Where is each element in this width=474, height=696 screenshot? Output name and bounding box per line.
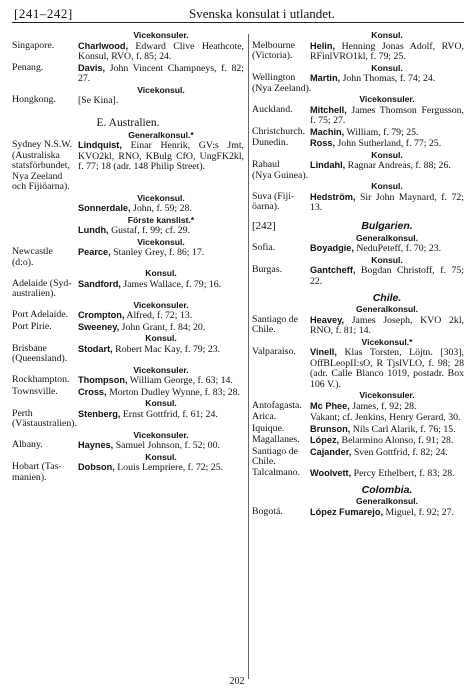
rank-heading: Vicekonsuler.: [133, 364, 189, 375]
consul-name: Sandford,: [78, 278, 121, 289]
consul-info: Miguel, f. 92; 27.: [385, 506, 455, 518]
consul-details: [310, 347, 464, 390]
rank-heading: Konsul.: [371, 62, 403, 73]
consulate-entry: [252, 41, 464, 63]
consul-details: [78, 462, 244, 474]
rank-heading: Generalkonsul.: [355, 304, 419, 314]
consul-details: [310, 507, 464, 519]
place-name: Magallanes.: [252, 434, 300, 445]
page-number: 202: [229, 676, 245, 687]
consul-name: López,: [310, 435, 340, 445]
consul-details: [78, 344, 244, 356]
consul-info: Louis Lempriere, f. 72; 25.: [117, 462, 224, 473]
consul-info: Percy Ethelbert, f. 83; 28.: [353, 467, 455, 479]
consul-name: Thompson,: [78, 375, 128, 385]
consul-name: Stodart,: [78, 343, 113, 354]
consul-details: [310, 424, 464, 436]
rank-heading: Konsul.: [371, 149, 403, 160]
consul-info: James, f. 92; 28.: [352, 400, 417, 412]
consulate-entry: [12, 140, 244, 193]
consul-name: López Fumarejo,: [310, 506, 383, 517]
consul-name: Lindahl,: [310, 160, 346, 170]
place-name: Port Adelaide.: [12, 309, 69, 320]
consul-details: [310, 127, 464, 139]
consul-details: [310, 265, 464, 287]
rank-heading: Generalkonsul.: [355, 496, 419, 506]
consul-details: [78, 41, 244, 63]
consul-details: [310, 192, 464, 214]
consul-name: Haynes,: [78, 440, 114, 450]
consul-details: [310, 73, 464, 85]
consul-info: William George, f. 63; 14.: [129, 375, 233, 386]
rank-heading: Vicekonsul.*: [361, 336, 413, 347]
place-name: Rockhampton.: [12, 374, 70, 385]
consulate-entry: [12, 310, 244, 322]
consul-name: Mc Phee,: [310, 400, 350, 411]
consul-details: [310, 468, 464, 480]
consul-info: Robert Mac Kay, f. 79; 23.: [115, 343, 221, 355]
consul-info: Klas Torsten, Löjtn. [303], OffBLeopII:sO, R TjslVLO, f. 98; 28 (adr. Calle Blanco 1019, postadr. Box 106 V.).: [310, 347, 464, 390]
rank-heading: Konsul.: [371, 181, 403, 191]
rank-heading: Vicekonsul.: [137, 84, 185, 95]
rank-heading: Förste kanslist.*: [127, 214, 195, 225]
consul-details: [78, 203, 244, 215]
consulate-entry: [12, 225, 244, 237]
consul-details: [310, 105, 464, 127]
consulate-entry: [252, 73, 464, 94]
consulate-entry: [252, 192, 464, 214]
place-name: Port Pirie.: [12, 320, 52, 332]
place-name: Perth (Västaustralien).: [12, 407, 78, 429]
consul-name: Sonnerdale,: [78, 203, 131, 213]
consul-info: John, f. 59; 28.: [133, 203, 192, 214]
consul-details: [78, 375, 244, 387]
consul-details: [310, 401, 464, 413]
consul-details: [78, 310, 244, 322]
consul-details: [78, 322, 244, 334]
rank-heading: Konsul.: [371, 254, 403, 265]
consul-info: James Wallace, f. 79; 16.: [123, 278, 222, 290]
page-header: [14, 6, 460, 22]
consulate-entry: [12, 387, 244, 399]
consul-info: Sir John Maynard, f. 72; 13.: [310, 191, 464, 213]
country-heading: Colombia.: [361, 484, 413, 496]
consul-name: Machin,: [310, 126, 345, 137]
consulate-entry: [252, 435, 464, 447]
consul-name: Heavey,: [310, 314, 345, 325]
consulate-entry: [12, 344, 244, 365]
consul-name: Helin,: [310, 40, 336, 51]
consulate-entry: [12, 247, 244, 268]
consul-info: John Vincent Champneys, f. 82; 27.: [78, 62, 244, 84]
consulate-entry: [12, 440, 244, 452]
place-name: Talcalmano.: [252, 466, 301, 478]
country-heading: Bulgarien.: [361, 219, 413, 232]
consul-info: Belarmino Alonso, f. 91; 28.: [341, 435, 454, 446]
consul-name: Crompton,: [78, 310, 125, 320]
consul-name: Davis,: [78, 62, 106, 73]
consulate-entry: [252, 347, 464, 390]
place-name: Santiago de Chile.: [252, 445, 298, 467]
consul-details: [78, 95, 244, 107]
consul-info: John Thomas, f. 74; 24.: [342, 73, 436, 84]
column-divider: [248, 34, 249, 679]
place-name: Albany.: [12, 439, 43, 450]
consul-details: [310, 435, 464, 447]
section-heading: E. Australien.: [96, 116, 160, 129]
consul-details: [310, 41, 464, 63]
consul-name: Cross,: [78, 386, 107, 397]
place-name: Sydney N.S.W. (Australiska statsförbundet, Nya Zeeland och Fijiöarna).: [12, 139, 73, 192]
consulate-entry: [12, 375, 244, 387]
rank-heading: Vicekonsul.: [137, 192, 185, 203]
page-range: [241–242]: [14, 6, 73, 21]
rank-heading: Konsul.: [145, 268, 177, 278]
consul-details: [78, 140, 244, 173]
consul-info: Morton Dudley Wynne, f. 83; 28.: [109, 386, 240, 398]
consul-details: [78, 440, 244, 452]
consul-name: Stenberg,: [78, 408, 121, 419]
consul-name: Charlwood,: [78, 40, 129, 51]
consul-details: [310, 243, 464, 255]
consul-name: Vinell,: [310, 347, 337, 357]
place-name: Antofagasta.: [252, 399, 302, 411]
consulate-entry: [252, 507, 464, 519]
consul-info: John Grant, f. 84; 20.: [121, 321, 206, 333]
consul-info: Vakant; cf. Jenkins, Henry Gerard, 30.: [310, 412, 461, 423]
consulate-entry: [252, 401, 464, 413]
place-name: Arica.: [252, 411, 277, 422]
consul-name: Martin,: [310, 73, 341, 83]
consul-name: Sweeney,: [78, 321, 120, 332]
consul-info: Ernst Gottfrid, f. 61; 24.: [122, 408, 218, 420]
consul-info: Stanley Grey, f. 86; 17.: [113, 247, 205, 258]
consul-info: Samuel Johnson, f. 52; 00.: [115, 440, 220, 451]
consulate-entry: [12, 279, 244, 300]
consul-details: [310, 138, 464, 150]
rank-heading: Konsul.: [145, 333, 177, 343]
consulate-entry: [12, 95, 244, 107]
place-name: Iquique.: [252, 422, 285, 434]
consulate-entry: [252, 138, 464, 150]
consul-name: Cajander,: [310, 446, 352, 457]
consulate-entry: [252, 412, 464, 424]
consul-details: [78, 247, 244, 259]
header-rule: [12, 22, 464, 23]
consulate-entry: [252, 243, 464, 255]
place-name: Christchurch.: [252, 125, 306, 137]
consul-name: Boyadgie,: [310, 243, 354, 253]
consulate-entry: [12, 63, 244, 85]
place-name: Sofia.: [252, 242, 276, 253]
consulate-entry: [12, 462, 244, 483]
consul-info: Ragnar Andreas, f. 88; 26.: [347, 160, 451, 171]
consul-details: [310, 412, 464, 424]
place-name: Bogotá.: [252, 505, 283, 517]
consulate-entry: [12, 41, 244, 63]
page-marker-row: [252, 219, 464, 233]
place-name: Penang.: [12, 61, 44, 73]
consul-details: [78, 279, 244, 291]
consul-details: [78, 63, 244, 85]
page-title: Svenska konsulat i utlandet.: [189, 6, 335, 21]
consul-details: [78, 409, 244, 421]
place-name: Adelaide (Syd- australien).: [12, 277, 72, 299]
rank-heading: Vicekonsuler.: [359, 390, 415, 400]
place-name: Auckland.: [252, 103, 293, 115]
place-name: Singapore.: [12, 39, 55, 51]
place-name: Hongkong.: [12, 94, 56, 105]
consul-info: Sven Gottfrid, f. 82; 24.: [353, 446, 448, 458]
place-name: Valparaiso.: [252, 346, 296, 357]
consul-info: Nils Carl Alarik, f. 76; 15.: [352, 423, 456, 435]
rank-heading: Konsul.: [145, 398, 177, 408]
place-name: Burgas.: [252, 264, 283, 275]
rank-heading: Vicekonsuler.: [133, 299, 189, 310]
consul-details: [78, 387, 244, 399]
consul-name: Gantcheff,: [310, 265, 356, 275]
place-name: Newcastle (d:o).: [12, 246, 53, 268]
consul-details: [310, 160, 464, 172]
consulate-entry: [12, 203, 244, 215]
rank-heading: Konsul.: [145, 451, 177, 462]
consul-info: Edward Clive Heathcote, Konsul, RVO, f. 85; 24.: [78, 40, 244, 62]
consul-info: Henning Jonas Adolf, RVO, RFinlVRO1kl, f. 79; 25.: [310, 40, 464, 62]
rank-heading: Vicekonsuler.: [133, 429, 189, 440]
place-name: Dunedin.: [252, 137, 289, 148]
rank-heading: Vicekonsuler.: [133, 30, 189, 40]
consul-name: Lundh,: [78, 225, 109, 235]
consul-details: [310, 447, 464, 459]
rank-heading: Vicekonsuler.: [359, 94, 415, 104]
consul-info: Bogdan Christoff, f. 75; 22.: [310, 265, 465, 287]
consul-info: Alfred, f. 72; 13.: [126, 310, 193, 321]
consul-name: Hedström,: [310, 191, 356, 202]
country-heading: Chile.: [372, 292, 402, 304]
place-name: Santiago de Chile.: [252, 313, 298, 335]
consul-name: Dobson,: [78, 462, 115, 472]
consul-name: Lindquist,: [78, 140, 122, 150]
consulate-entry: [12, 409, 244, 430]
consulate-entry: [12, 322, 244, 334]
consul-info: [Se Kina].: [78, 95, 119, 106]
consul-info: NeduPeteff, f. 70; 23.: [356, 243, 442, 254]
consul-info: Gustaf, f. 99; cf. 29.: [111, 225, 190, 236]
consulate-entry: [252, 447, 464, 468]
place-name: Suva (Fiji- öarna).: [252, 190, 295, 212]
consul-info: Einar Henrik, GV:s Jmt, KVO2kl, RNO, KBulg CfO, UngFK2kl, f. 77; 18 (adr. 148 Philip Street).: [78, 140, 244, 172]
consul-name: Pearce,: [78, 247, 111, 257]
place-name: Melbourne (Victoria).: [252, 39, 295, 61]
right-column: [252, 30, 464, 518]
rank-heading: Konsul.: [371, 30, 403, 40]
consulate-entry: [252, 315, 464, 337]
place-name: Rabaul (Nya Guinea).: [252, 159, 309, 181]
consul-name: Woolvett,: [310, 467, 352, 478]
place-name: Brisbane (Queensland).: [12, 342, 68, 364]
consul-info: John Sutherland, f. 77; 25.: [337, 138, 442, 149]
consul-info: James Joseph, KVO 2kl, RNO, f. 81; 14.: [310, 314, 464, 336]
place-name: Townsville.: [12, 385, 58, 397]
consulate-entry: [252, 468, 464, 480]
consul-name: Mitchell,: [310, 104, 347, 115]
consul-details: [78, 225, 244, 237]
consul-name: Brunson,: [310, 423, 351, 434]
consul-info: William, f. 79; 25.: [346, 126, 419, 138]
consulate-entry: [252, 265, 464, 287]
place-name: Hobart (Tas- manien).: [12, 461, 62, 483]
consul-details: [310, 315, 464, 337]
rank-heading: Vicekonsul.: [137, 236, 185, 247]
rank-heading: Generalkonsul.*: [128, 129, 194, 140]
consulate-entry: [252, 160, 464, 181]
left-column: [12, 30, 244, 483]
rank-heading: Generalkonsul.: [355, 232, 419, 243]
consul-name: Ross,: [310, 138, 336, 148]
page-marker: [242]: [252, 219, 276, 232]
place-name: Wellington (Nya Zeeland).: [252, 72, 312, 94]
consul-info: James Thomson Fergusson, f. 75; 27.: [310, 104, 464, 126]
consulate-entry: [252, 105, 464, 127]
